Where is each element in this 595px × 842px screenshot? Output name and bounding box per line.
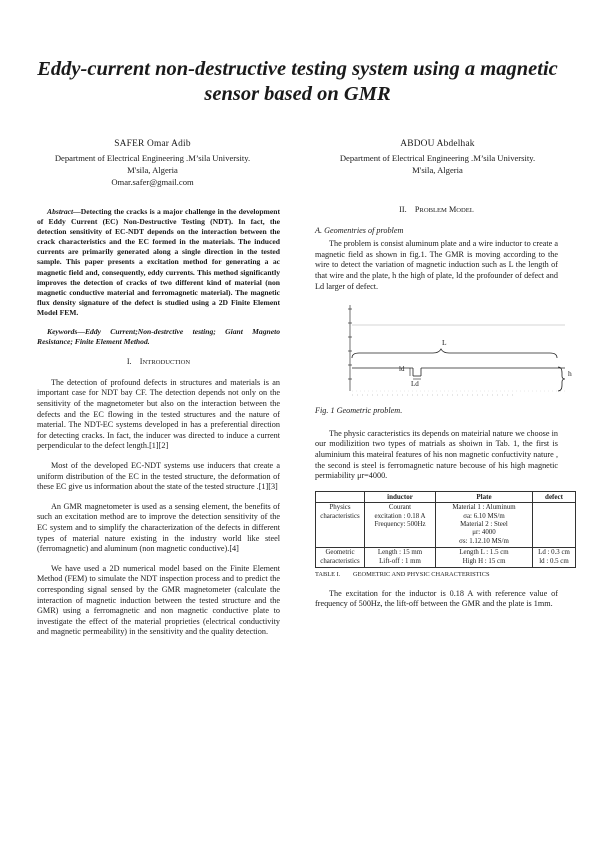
table-header: defect: [533, 491, 576, 502]
section-heading-problem-model: II. PROBLEM MODEL: [399, 205, 474, 214]
problem-paragraph: The problem is consist aluminum plate and a wire inductor to create a magnetic field as shown in fig.1. The GMR is moving according to the wire to detect the variation of magnetic induction such as L the length of that wire and the plate, h the high of plate, ld the profounder of defect and Ld larger of defect.: [315, 239, 558, 291]
table-caption: TABLE I. GEOMETRIC AND PHYSIC CHARACTERISTICS: [315, 570, 490, 578]
problem-paragraph: The physic caracteristics its depends on mateirial nature we choose in our modilizition two types of matrials as shoiwn in Tab. 1, the first is aluminium this mateiral features of his non magnetic confuctivity nature , the second is steel is ferromagnetic nature becouse of his high magnetic permiability μr=4000.: [315, 428, 558, 481]
table-row: [316, 503, 576, 548]
author-block-2: [315, 138, 560, 176]
author-email: Omar.safer@gmail.com: [111, 177, 194, 187]
subsection-heading: A. Geomentries of problem: [315, 225, 404, 235]
intro-paragraph: Most of the developed EC-NDT systems use inducers that create a uniform distribution of the EC in the tested structure, the deformation of these EC give us information about the state of the tested structure .[1][3]: [37, 460, 280, 492]
intro-paragraph: An GMR magnetometer is used as a sensing element, the benefits of such an excitation method are to improve the detection sensitivity of the EC system and to simplify the characterization of the defects in different types of material nature existing in the industry world like steel (ferromagnetic) and aluminum (non magnetic conductive).[4]: [37, 501, 280, 554]
problem-paragraph: The excitation for the inductor is 0.18 A with reference value of frequency of 500Hz, the lift-off between the GMR and the plate is 1mm.: [315, 588, 558, 609]
abstract: [37, 207, 280, 318]
characteristics-table: [315, 491, 576, 568]
author-city: M'sila, Algeria: [412, 165, 463, 175]
figure-caption: Fig. 1 Geometric problem.: [315, 406, 403, 416]
table-header: Plate: [436, 491, 533, 502]
author-city: M'sila, Algeria: [127, 165, 178, 175]
table-cell: Length L : 1.5 cm High H : 15 cm: [436, 548, 533, 568]
abstract-label: Abstract—: [47, 207, 81, 216]
paper-title: Eddy-current non-destructive testing system using a magnetic sensor based on GMR: [37, 58, 558, 105]
author-affiliation: Department of Electrical Engineering .M’sila University.: [339, 153, 536, 163]
table-cell: Length : 15 mm Lift-off : 1 mm: [365, 548, 436, 568]
abstract-text: Detecting the cracks is a major challenge in the development of Eddy Current (EC) Non-Destructive Testing (NDT). In fact, the detection sensitivity of EC-NDT depends on the interaction between the crack characteristics and the EC formed in the materials. The induced currents are primarily generated along a single direction in the tested sample. This paper presents a excitation method for generating a ac magnetic field and, consequently, eddy currents. This method significantly improves the detection of cracks of two different kind of material (non magnetic conductive material and ferromagnetic material). The magnetic flux density signature of the defect is studied using a 2D Finite Element Model FEM.: [37, 207, 280, 317]
table-row: [316, 548, 576, 568]
table-cell: Courant excitation : 0.18 A Frequency: 500Hz: [365, 503, 436, 548]
author-block-1: [30, 138, 275, 188]
left-column: [37, 207, 280, 647]
label-Ld: Ld: [411, 380, 419, 389]
table-header: inductor: [365, 491, 436, 502]
author-name: SAFER Omar Adib: [114, 139, 191, 149]
intro-paragraph: The detection of profound defects in structures and materials is an important case for NDT bay CF. The detection depends not only on the sensitivity of the magnetometer but also on the interaction between the defects and the EC flowing in the tested structures and the nature of material. The NDT-EC systems developed in has a preferential direction for detecting cracks. In fact, the inducer was directed to induce a current perpendicular to the defect length.[1][2]: [37, 377, 280, 451]
table-cell: [533, 503, 576, 548]
table-cell: Physics characteristics: [316, 503, 365, 548]
label-L: L: [442, 338, 447, 348]
author-affiliation: Department of Electrical Engineering .M’sila University.: [54, 153, 251, 163]
geometry-figure: [315, 301, 572, 398]
table-cell: Ld : 0.3 cm ld : 0.5 cm: [533, 548, 576, 568]
intro-paragraph: We have used a 2D numerical model based on the Finite Element Method (FEM) to simulate the NDT inspection process and to predict the corresponding signal sensed by the GMR magnetometer (calculate the interaction of magnetic induction between the tested structure and the GMR) using a ferromagnetic and non magnetic conductive plate to investigate the effect of the material proprieties (electrical conductivity and magnetic permeability) in the sensitivity and the quality detection.: [37, 563, 280, 637]
keywords: Keywords—Eddy Current;Non-destrctive testing; Giant Magneto Resistance; Finite Element Method.: [37, 327, 280, 347]
table-cell: Geometric characteristics: [316, 548, 365, 568]
section-heading-introduction: I. INTRODUCTION: [126, 357, 191, 367]
table-header-row: [316, 491, 576, 502]
table-header: [316, 491, 365, 502]
right-column: [315, 205, 572, 619]
table-cell: Material 1 : Aluminum σa: 6.10 MS/m Material 2 : Steel μr: 4000 σs: 1.12.10 MS/m: [436, 503, 533, 548]
label-ld: ld: [399, 365, 405, 374]
author-name: ABDOU Abdelhak: [400, 139, 475, 149]
label-h: h: [568, 369, 572, 379]
geometry-diagram: [315, 301, 572, 398]
